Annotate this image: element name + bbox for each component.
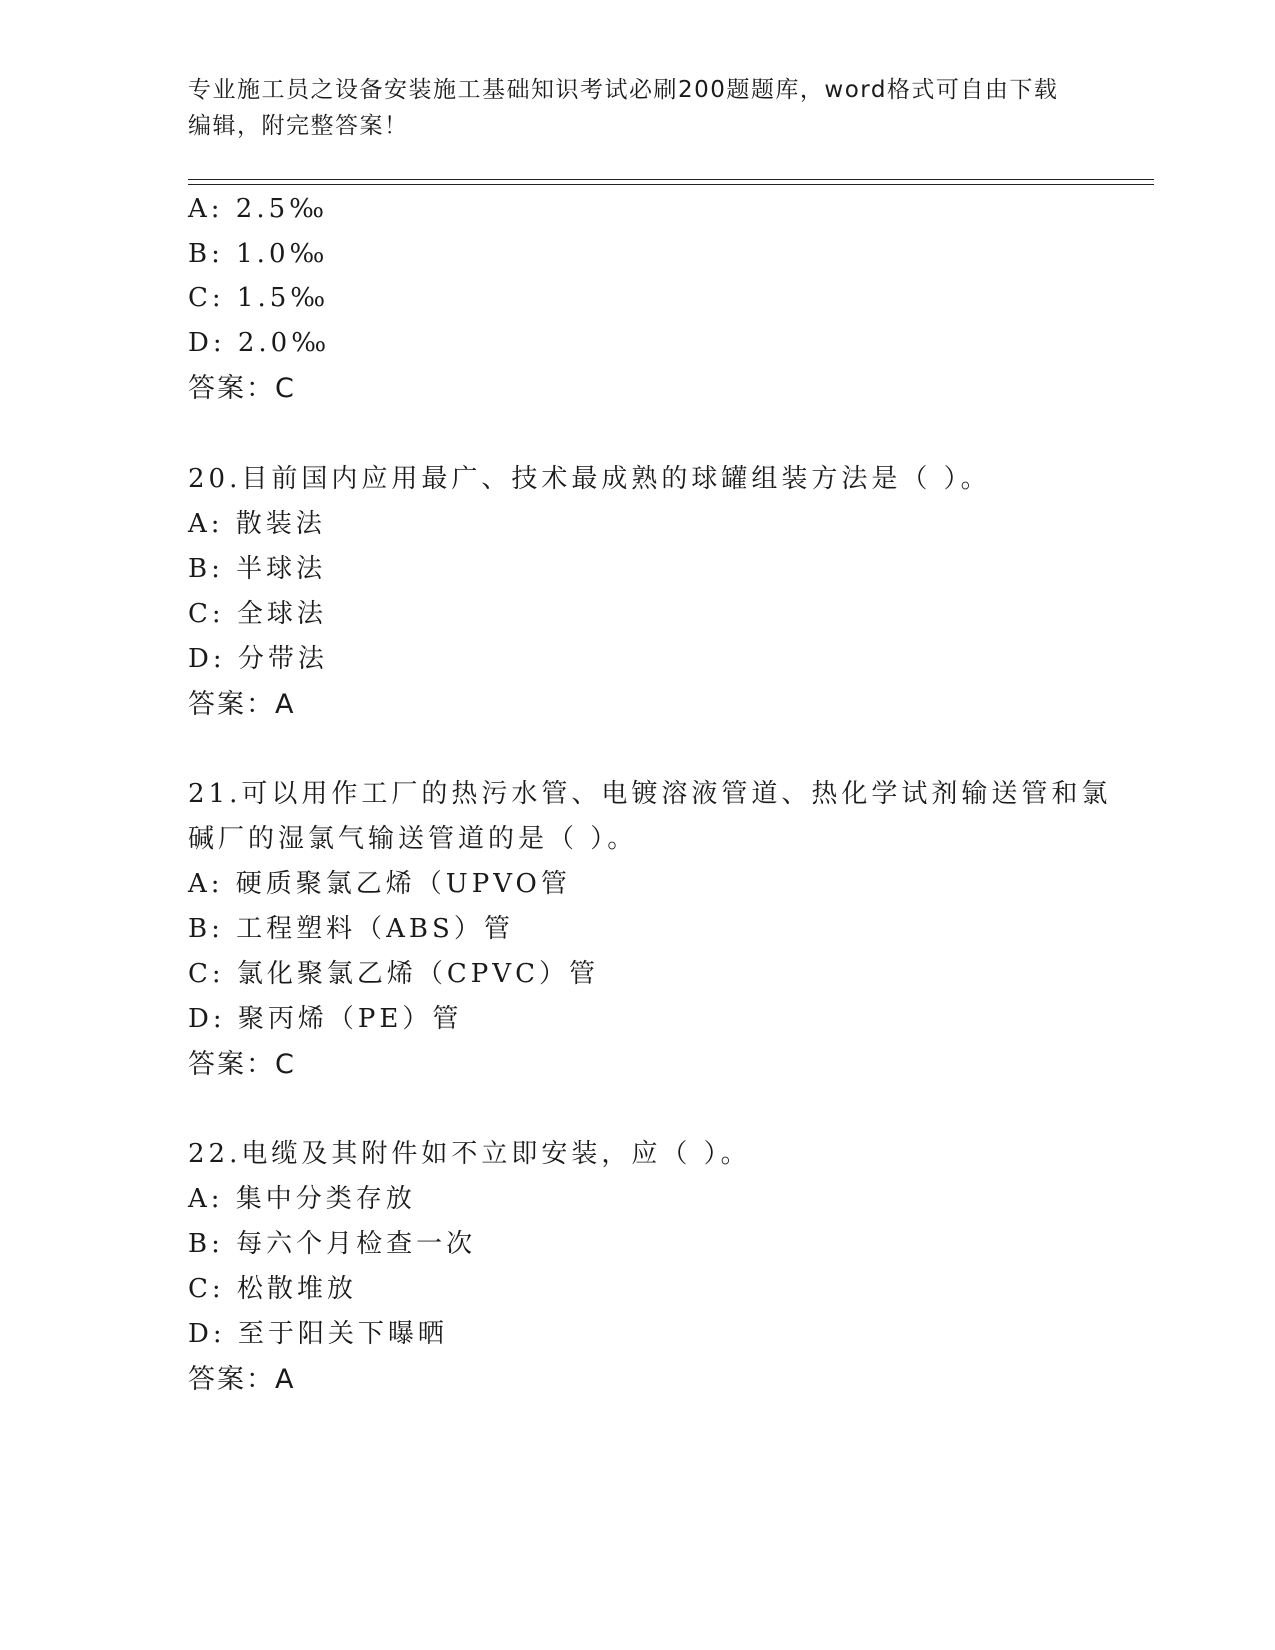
header-line-1: 专业施工员之设备安装施工基础知识考试必刷200题题库，word格式可自由下载 (188, 77, 1059, 103)
q22-option-b: B: 每六个月检查一次 (188, 1229, 477, 1259)
q21-option-b: B: 工程塑料（ABS）管 (188, 914, 514, 944)
document-header (188, 72, 1088, 144)
q19-option-b: B: 1.0‰ (188, 239, 329, 269)
q22-question: 22.电缆及其附件如不立即安装，应（ ）。 (188, 1139, 751, 1169)
q22-answer: 答案：A (188, 1364, 296, 1395)
q21-option-a: A: 硬质聚氯乙烯（UPVO管 (188, 869, 571, 899)
q20-option-b: B: 半球法 (188, 554, 327, 584)
header-rule-top (188, 179, 1154, 180)
q21-question-line-2: 碱厂的湿氯气输送管道的是（ ）。 (188, 824, 638, 854)
q19-option-d: D: 2.0‰ (188, 328, 331, 358)
q20-option-d: D: 分带法 (188, 644, 328, 674)
q19-answer: 答案：C (188, 373, 296, 404)
q21-question-line-1: 21.可以用作工厂的热污水管、电镀溶液管道、热化学试剂输送管和氯 (188, 779, 1112, 809)
q22-option-a: A: 集中分类存放 (188, 1184, 416, 1214)
header-rule-bottom (188, 184, 1154, 185)
q19-option-a: A: 2.5‰ (188, 194, 329, 224)
q22-option-d: D: 至于阳关下曝晒 (188, 1319, 448, 1349)
q20-question: 20.目前国内应用最广、技术最成熟的球罐组装方法是（ ）。 (188, 464, 991, 494)
header-line-2: 编辑，附完整答案！ (188, 113, 409, 139)
q19-option-c: C: 1.5‰ (188, 283, 330, 313)
q21-answer: 答案：C (188, 1049, 296, 1080)
q22-option-c: C: 松散堆放 (188, 1274, 357, 1304)
q21-option-d: D: 聚丙烯（PE）管 (188, 1004, 463, 1034)
q20-option-c: C: 全球法 (188, 599, 327, 629)
q20-answer: 答案：A (188, 689, 296, 720)
q21-option-c: C: 氯化聚氯乙烯（CPVC）管 (188, 959, 599, 989)
q20-option-a: A: 散装法 (188, 509, 326, 539)
